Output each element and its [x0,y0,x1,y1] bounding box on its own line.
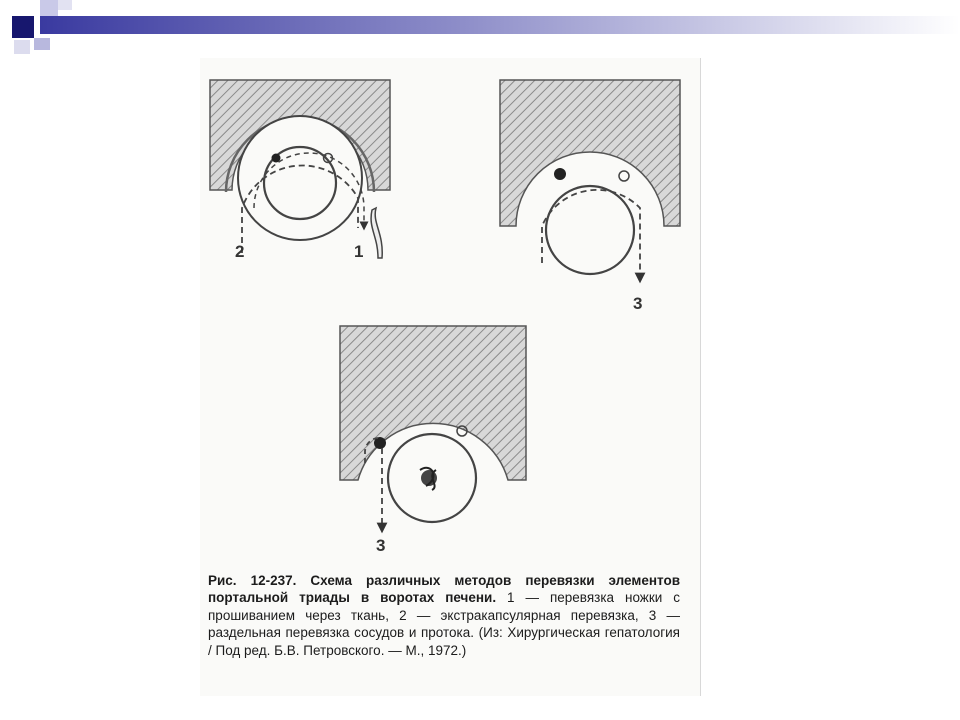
figure-caption [208,572,680,659]
portal-vein-circle [546,186,634,274]
slide-header-decoration [0,0,960,60]
caption-title: Рис. 12-237. Схема различных методов перевязки элементов портальной триады в воротах печени. [208,573,680,606]
panel-separate-ligation [340,326,526,528]
label-method-2: 2 [235,242,245,261]
label-method-1: 1 [354,242,364,261]
panel-extracapsular-ligation [500,80,680,278]
label-method-3-bottom: 3 [376,536,386,555]
needle-holder [371,208,382,258]
panel-ligation-through-tissue [210,80,390,258]
duct-circle [619,171,629,181]
caption-body: 1 — перевязка ножки с прошиванием через ткань, 2 — экстракапсулярная перевязка, 3 — раздельная перевязка сосудов и протока. (Из: Хирургическая гепатология / Под ред. Б.В. Петровского. — М., 1972.) [208,590,680,658]
label-method-3-top: 3 [633,294,643,313]
artery-dot [554,168,566,180]
scanned-figure-page [200,58,701,696]
ligation-methods-diagram [200,58,700,568]
